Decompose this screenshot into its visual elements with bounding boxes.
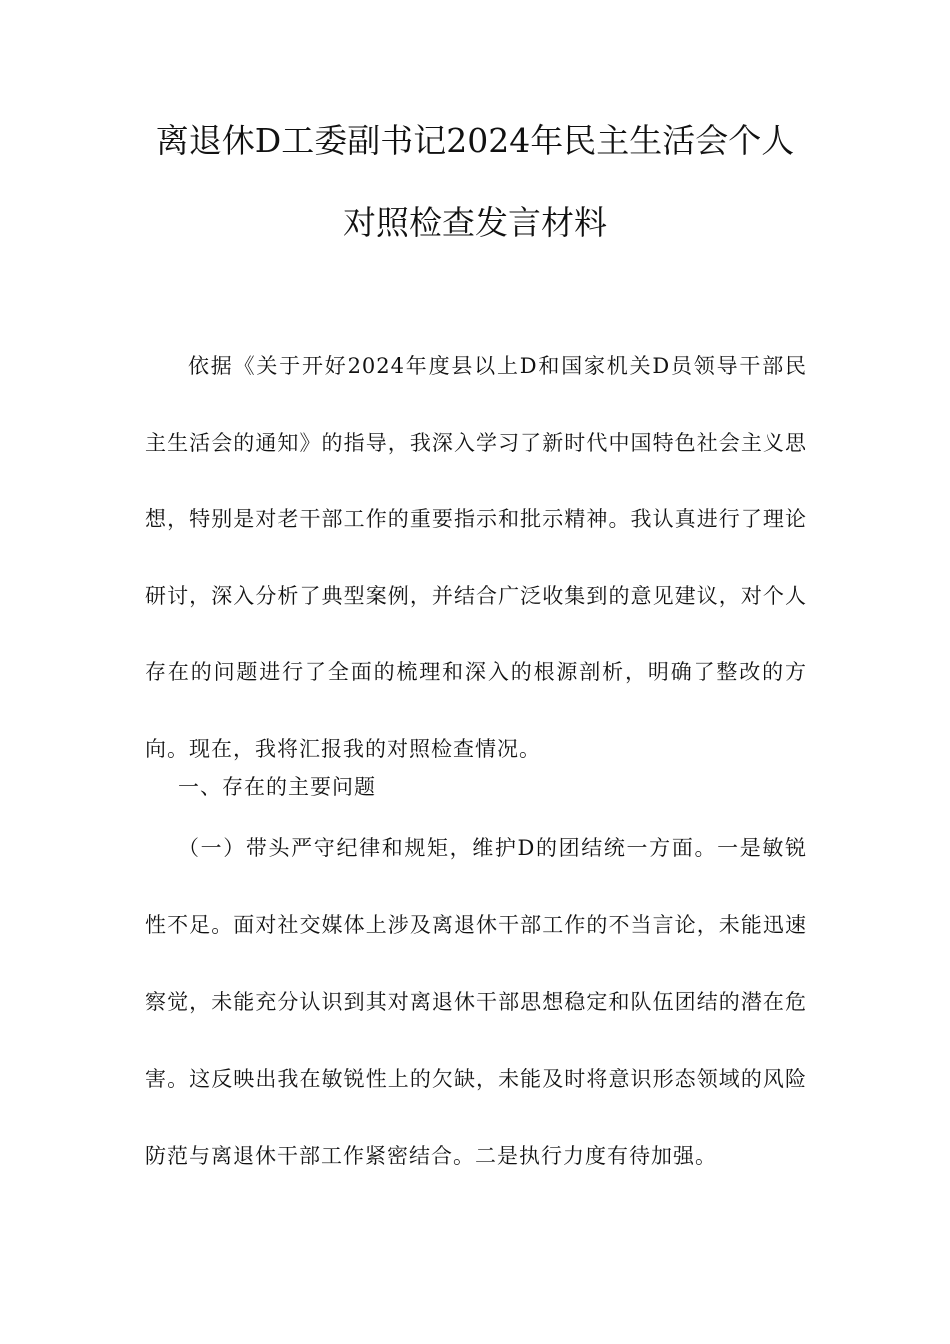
subsection-paragraph: （一）带头严守纪律和规矩，维护D的团结统一方面。一是敏锐性不足。面对社交媒体上涉及离退休干部工作的不当言论，未能迅速察觉，未能充分认识到其对离退休干部思想稳定和队伍团结的潜在危害。这反映出我在敏锐性上的欠缺，未能及时将意识形态领域的风险防范与离退休干部工作紧密结合。二是执行力度有待加强。 [145,836,807,1168]
document-title: 离退休D工委副书记2024年民主生活会个人对照检查发言材料 [155,121,795,242]
intro-paragraph: 依据《关于开好2024年度县以上D和国家机关D员领导干部民主生活会的通知》的指导，我深入学习了新时代中国特色社会主义思想，特别是对老干部工作的重要指示和批示精神。我认真进行了理论研讨，深入分析了典型案例，并结合广泛收集到的意见建议，对个人存在的问题进行了全面的梳理和深入的根源剖析，明确了整改的方向。现在，我将汇报我的对照检查情况。 [145,354,807,761]
section-heading: 一、存在的主要问题 [178,775,376,799]
